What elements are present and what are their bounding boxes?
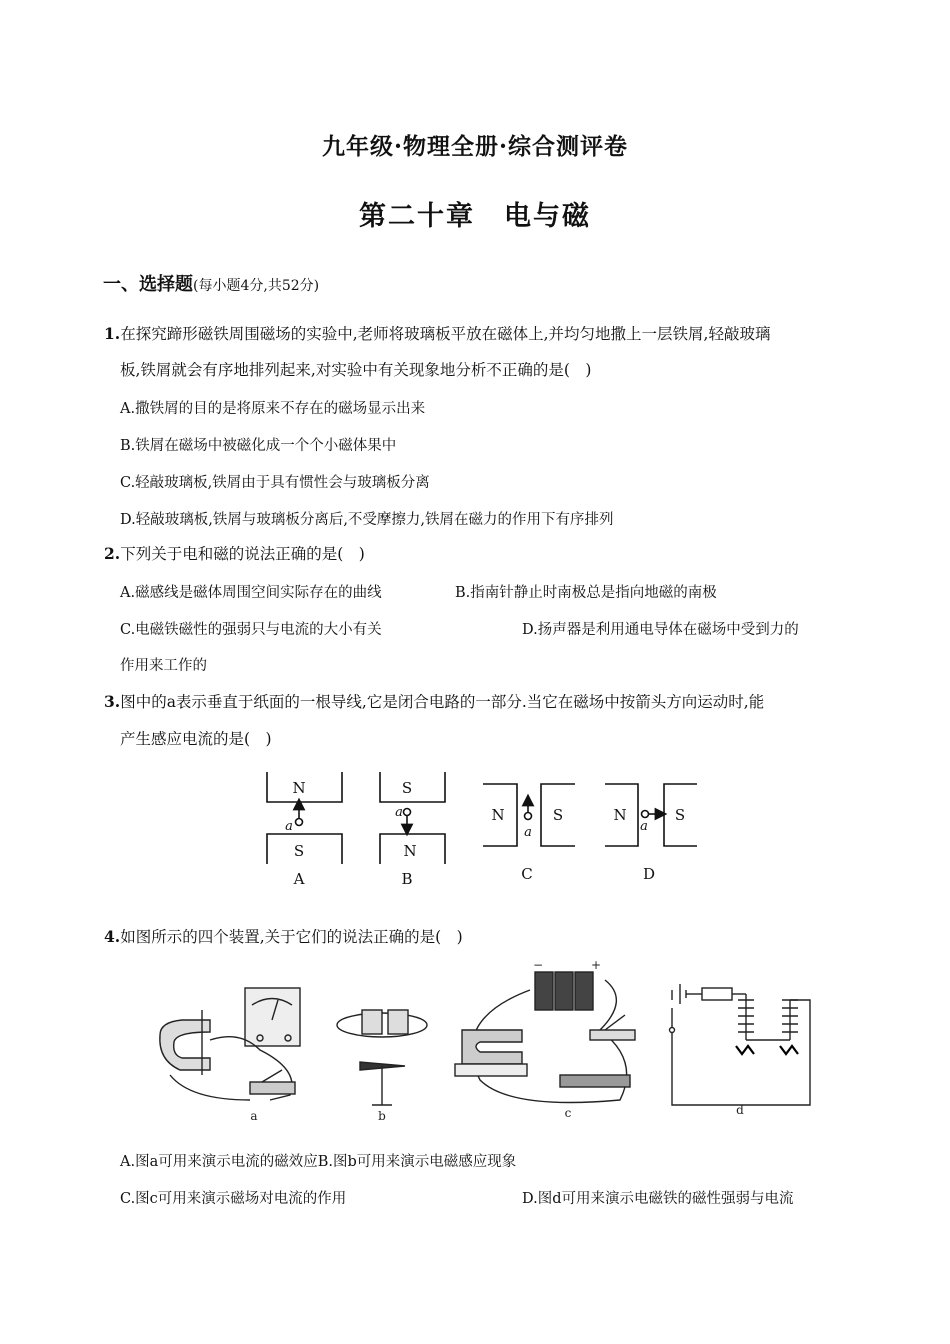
q3-b-caption: B	[401, 870, 413, 888]
q4-option-a-text: A.图a可用来演示电流的磁效应	[120, 1154, 318, 1170]
q3-d-wire-icon	[642, 811, 649, 818]
q3-d-caption: D	[642, 865, 656, 883]
q3-b-top-label: S	[401, 779, 413, 797]
q2-option-d-continued: 作用来工作的	[120, 658, 207, 674]
q3-b-wire-icon	[404, 809, 411, 816]
q2-text: 下列关于电和磁的说法正确的是( )	[120, 545, 365, 563]
q2-option-d: D.扬声器是利用通电导体在磁场中受到力的	[522, 622, 799, 638]
q4-battery-plus: +	[590, 960, 602, 972]
q3-number: 3.	[104, 692, 121, 711]
q1-number: 1.	[104, 324, 121, 343]
q4-caption-c: c	[564, 1106, 572, 1120]
q4-apparatus-figure	[150, 960, 830, 1130]
q2-number: 2.	[104, 544, 121, 563]
q3-a-wire-icon	[296, 819, 303, 826]
chapter-title: 第二十章 电与磁	[359, 201, 591, 232]
q4-d-apparatus	[670, 984, 811, 1105]
q3-a-caption: A	[293, 870, 305, 888]
q4-option-b: B.图b可用来演示电磁感应现象	[317, 1154, 517, 1170]
q3-a-bottom-label: S	[293, 842, 305, 860]
q3-d-left-label: N	[613, 806, 627, 824]
q1-option-d: D.轻敲玻璃板,铁屑与玻璃板分离后,不受摩擦力,铁屑在磁力的作用下有序排列	[120, 512, 614, 528]
q3-a-top-label: N	[292, 779, 306, 797]
q3-text-1: 图中的a表示垂直于纸面的一根导线,它是闭合电路的一部分.当它在磁场中按箭头方向运动时,能	[120, 693, 765, 711]
q2-stem	[104, 544, 365, 564]
q1-option-a: A.撒铁屑的目的是将原来不存在的磁场显示出来	[120, 401, 426, 417]
q3-b-bottom-label: N	[403, 842, 417, 860]
q3-stem-line2: 产生感应电流的是( )	[120, 730, 272, 748]
q4-battery-minus: −	[532, 960, 544, 972]
q4-option-c: C.图c可用来演示磁场对电流的作用	[120, 1191, 347, 1207]
q4-text: 如图所示的四个装置,关于它们的说法正确的是( )	[120, 928, 463, 946]
q3-d-right-label: S	[674, 806, 686, 824]
q1-option-c: C.轻敲玻璃板,铁屑由于具有惯性会与玻璃板分离	[120, 475, 430, 491]
q3-d-wire-label: a	[640, 819, 648, 834]
section-heading	[103, 270, 319, 296]
q2-option-a: A.磁感线是磁体周围空间实际存在的曲线	[120, 585, 382, 601]
q4-b-apparatus	[337, 1010, 427, 1105]
section-note: (每小题4分,共52分)	[193, 278, 320, 294]
q1-stem-line1	[104, 324, 770, 344]
q4-stem	[104, 927, 463, 947]
q1-stem-line2: 板,铁屑就会有序地排列起来,对实验中有关现象地分析不正确的是( )	[120, 361, 592, 379]
q4-option-a	[120, 1150, 516, 1171]
q3-b-top-pole	[380, 772, 445, 802]
q4-caption-d: d	[736, 1103, 744, 1117]
q3-a-wire-label: a	[285, 819, 293, 834]
q4-a-apparatus	[160, 988, 300, 1100]
q3-c-left-label: N	[491, 806, 505, 824]
q3-stem-line1	[104, 692, 764, 712]
q2-option-b: B.指南针静止时南极总是指向地磁的南极	[455, 585, 717, 601]
q3-c-wire-label: a	[524, 825, 532, 840]
q3-c-wire-icon	[525, 813, 532, 820]
q2-option-c: C.电磁铁磁性的强弱只与电流的大小有关	[120, 622, 382, 638]
q1-option-b: B.铁屑在磁场中被磁化成一个个小磁体果中	[120, 438, 397, 454]
q4-number: 4.	[104, 927, 121, 946]
q4-caption-b: b	[378, 1109, 386, 1123]
q3-c-caption: C	[521, 865, 533, 883]
q4-c-apparatus	[455, 972, 635, 1103]
q3-a-bottom-pole	[267, 834, 342, 864]
q4-option-d: D.图d可用来演示电磁铁的磁性强弱与电流	[522, 1191, 794, 1207]
q1-text-1: 在探究蹄形磁铁周围磁场的实验中,老师将玻璃板平放在磁体上,并均匀地撒上一层铁屑,轻敲玻璃	[120, 325, 771, 343]
exam-title: 九年级·物理全册·综合测评卷	[321, 133, 628, 160]
q3-c-right-label: S	[552, 806, 564, 824]
q3-b-wire-label: a	[395, 805, 403, 820]
section-label: 一、选择题	[103, 274, 193, 295]
q4-caption-a: a	[250, 1109, 258, 1123]
q3-magnet-figure	[255, 762, 715, 892]
